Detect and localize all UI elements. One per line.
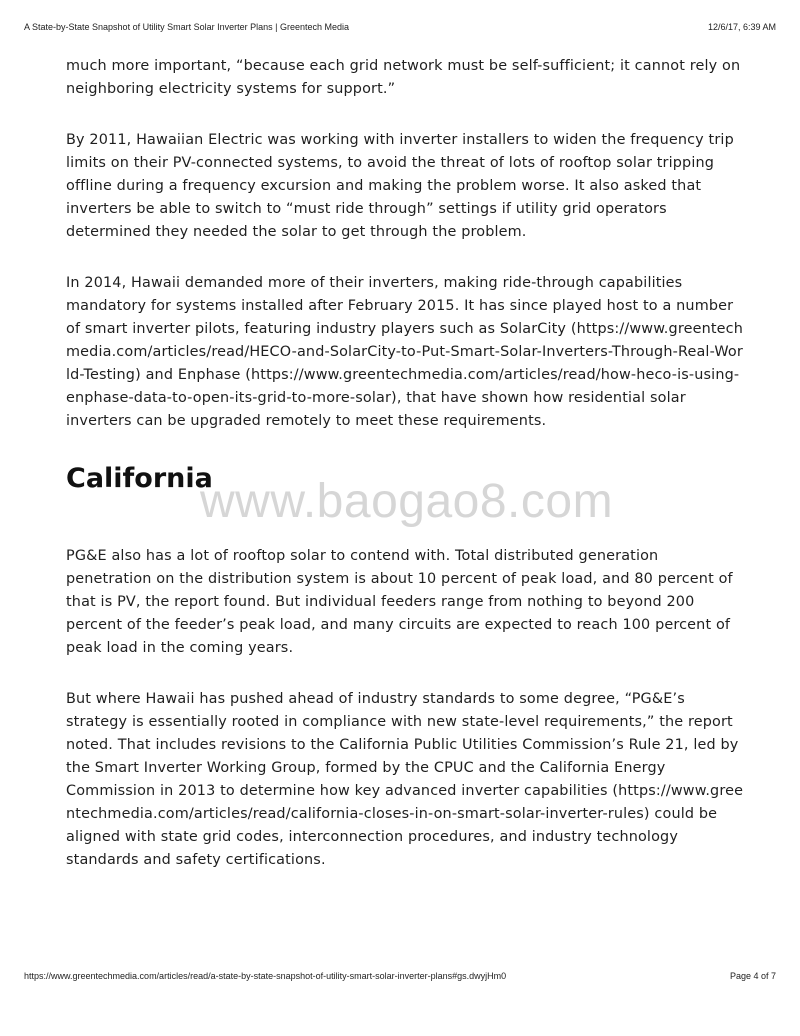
paragraph-text: But where Hawaii has pushed ahead of industry standards to some degree, “PG&E’s strategy is essentially rooted in compliance with new state-level requirements,” the report noted. That includes revisions to the California Public Utilities Commission’s Rule 21, led by the Smart Inverter Working Group, formed by the CPUC and the California Energy Commission in 2013 to determine how key advanced inverter capabilities [66,691,739,799]
enphase-link[interactable]: (https://www.greentechmedia.com/articles/read/how-heco-is-using-enphase-data-to-open-its-grid-to-more-solar) [66,367,740,406]
paragraph-text: could be aligned with state grid codes, interconnection procedures, and industry technology standards and safety certifications. [66,806,718,868]
paragraph: By 2011, Hawaiian Electric was working with inverter installers to widen the frequency trip limits on their PV-connected systems, to avoid the threat of lots of rooftop solar tripping offline during a frequency excursion and making the problem worse. It also asked that inverters be able to switch to “must ride through” settings if utility grid operators determined they needed the solar to get through the problem. [66,132,734,240]
solarcity-link[interactable]: (https://www.greentechmedia.com/articles/read/HECO-and-SolarCity-to-Put-Smart-Solar-Inverters-Through-Real-World-Testing) [66,321,743,383]
paragraph: much more important, “because each grid network must be self-sufficient; it cannot rely on neighboring electricity systems for support.” [66,58,741,97]
paragraph [66,688,746,872]
paragraph-text: and Enphase [140,367,246,383]
paragraph-text: , that have shown how residential solar inverters can be upgraded remotely to meet these requirements. [66,390,686,429]
paragraph [66,272,746,433]
paragraph-text: In 2014, Hawaii demanded more of their inverters, making ride-through capabilities mandatory for systems installed after February 2015. It has since played host to a number of smart inverter pilots, featuring industry players such as SolarCity [66,275,734,337]
california-inverter-rules-link[interactable]: (https://www.greentechmedia.com/articles/read/california-closes-in-on-smart-solar-inverter-rules) [66,783,744,822]
page-title: A State-by-State Snapshot of Utility Smart Solar Inverter Plans | Greentech Media [24,22,349,32]
print-timestamp: 12/6/17, 6:39 AM [707,22,776,32]
page-url: https://www.greentechmedia.com/articles/read/a-state-by-state-snapshot-of-utility-smart-solar-inverter-plans#gs.dwyjHm0 [24,971,507,981]
watermark: www.baogao8.com [200,475,614,528]
section-heading-california: California [66,463,213,494]
print-header [24,22,776,32]
print-footer [24,971,776,981]
paragraph: PG&E also has a lot of rooftop solar to contend with. Total distributed generation penetration on the distribution system is about 10 percent of peak load, and 80 percent of that is PV, the report found. But individual feeders range from nothing to beyond 200 percent of the feeder’s peak load, and many circuits are expected to reach 100 percent of peak load in the coming years. [66,548,733,656]
article-body [66,55,746,900]
page-number: Page 4 of 7 [729,971,776,981]
